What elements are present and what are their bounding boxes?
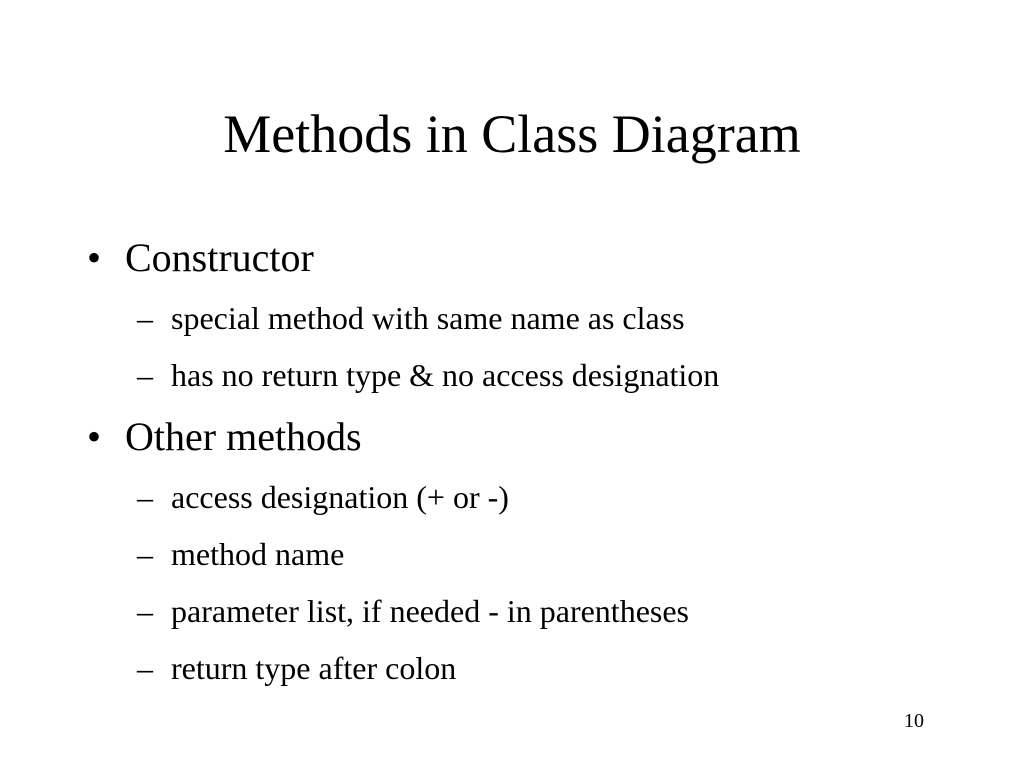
sub-bullet-text: parameter list, if needed - in parentheses [171, 593, 689, 629]
sub-bullet-text: special method with same name as class [171, 300, 685, 336]
sub-bullet-text: method name [171, 536, 345, 572]
dash-icon: – [137, 536, 153, 572]
dash-icon: – [137, 479, 153, 515]
bullet-icon: • [87, 414, 102, 459]
dash-icon: – [137, 357, 153, 393]
slide-title: Methods in Class Diagram [223, 104, 801, 164]
dash-icon: – [137, 650, 153, 686]
dash-icon: – [137, 593, 153, 629]
bullet-text: Constructor [125, 235, 314, 280]
bullet-icon: • [87, 235, 102, 280]
sub-bullet-text: access designation (+ or -) [171, 479, 509, 515]
dash-icon: – [137, 300, 153, 336]
sub-bullet-text: has no return type & no access designation [171, 357, 720, 393]
page-number: 10 [904, 710, 924, 732]
sub-bullet-text: return type after colon [171, 650, 457, 686]
bullet-text: Other methods [125, 414, 362, 459]
